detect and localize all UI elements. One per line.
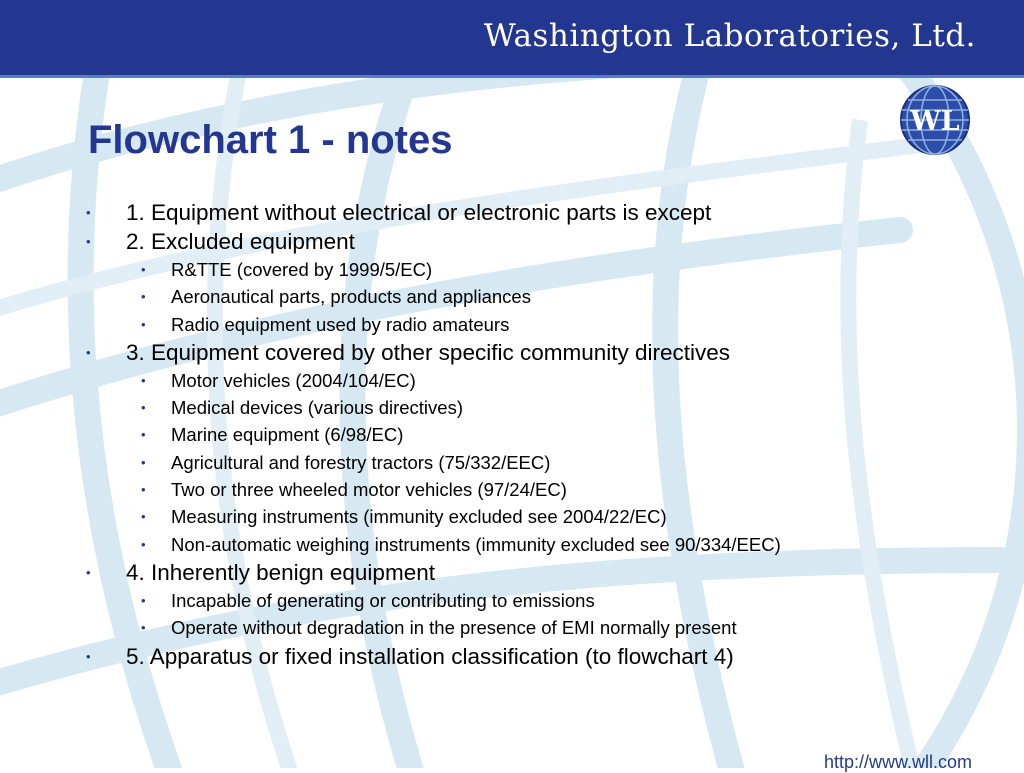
bullet-dot-icon: •	[86, 205, 91, 220]
sub-list-item	[86, 367, 986, 394]
page-title: Flowchart 1 - notes	[88, 118, 453, 162]
list-item-text: 2. Excluded equipment	[126, 229, 355, 254]
sub-list-item-text: Medical devices (various directives)	[171, 397, 463, 419]
list-item-text: 5. Apparatus or fixed installation classification (to flowchart 4)	[126, 643, 734, 669]
list-item-text: 1. Equipment without electrical or electronic parts is except	[126, 200, 712, 225]
sub-list-item-text: Agricultural and forestry tractors (75/332/EEC)	[171, 451, 551, 473]
sub-list-item	[86, 449, 986, 476]
bullet-dot-icon: •	[141, 400, 146, 416]
bullet-dot-icon: •	[141, 289, 146, 305]
list-item	[86, 338, 986, 367]
bullet-dot-icon: •	[141, 262, 146, 277]
bullet-dot-icon: •	[141, 482, 146, 498]
bullet-dot-icon: •	[141, 316, 146, 332]
logo-text: WL	[910, 106, 960, 137]
bullet-dot-icon: •	[141, 372, 146, 388]
list-item	[86, 198, 986, 227]
sub-list-item-text: Incapable of generating or contributing to emissions	[171, 589, 595, 611]
list-item	[86, 558, 986, 587]
sub-list-item	[86, 283, 986, 310]
bullet-dot-icon: •	[141, 427, 146, 443]
sub-list-item-text: Non-automatic weighing instruments (immunity excluded see 90/334/EEC)	[171, 533, 781, 555]
sub-list-item-text: Radio equipment used by radio amateurs	[171, 313, 510, 335]
header-banner	[0, 0, 1024, 76]
bullet-dot-icon: •	[141, 509, 146, 525]
sub-list-item-text: Marine equipment (6/98/EC)	[171, 424, 404, 446]
bullet-dot-icon: •	[86, 344, 91, 360]
sub-list-item-text: Motor vehicles (2004/104/EC)	[171, 369, 416, 391]
sub-list-item-text: R&TTE (covered by 1999/5/EC)	[171, 259, 433, 280]
list-item	[86, 227, 986, 256]
sub-list-item	[86, 421, 986, 448]
sub-list-item	[86, 394, 986, 421]
sub-list-item	[86, 531, 986, 558]
sub-list-item-text: Aeronautical parts, products and appliances	[171, 286, 531, 308]
sub-list-item	[86, 256, 986, 283]
sub-list-item	[86, 311, 986, 338]
header-divider	[0, 75, 1024, 78]
sub-list-item-text: Measuring instruments (immunity excluded see 2004/22/EC)	[171, 506, 667, 528]
bullet-dot-icon: •	[86, 234, 91, 249]
footer-url: http://www.wll.com	[824, 752, 973, 772]
sub-list-item-text: Two or three wheeled motor vehicles (97/24/EC)	[171, 479, 567, 501]
bullet-dot-icon: •	[86, 648, 91, 664]
sub-list-item	[86, 503, 986, 530]
bullet-list	[86, 198, 986, 671]
sub-list-item	[86, 614, 986, 641]
sub-list-item	[86, 587, 986, 614]
bullet-dot-icon: •	[86, 564, 91, 580]
bullet-dot-icon: •	[141, 592, 146, 608]
bullet-dot-icon: •	[141, 536, 146, 552]
list-item-text: 3. Equipment covered by other specific community directives	[126, 339, 731, 365]
company-name: Washington Laboratories, Ltd.	[483, 18, 976, 54]
list-item	[86, 642, 986, 671]
list-item-text: 4. Inherently benign equipment	[126, 559, 435, 585]
bullet-dot-icon: •	[141, 454, 146, 470]
bullet-dot-icon: •	[141, 620, 146, 636]
sub-list-item	[86, 476, 986, 503]
wl-globe-logo-icon	[898, 84, 972, 156]
sub-list-item-text: Operate without degradation in the presence of EMI normally present	[171, 617, 737, 639]
